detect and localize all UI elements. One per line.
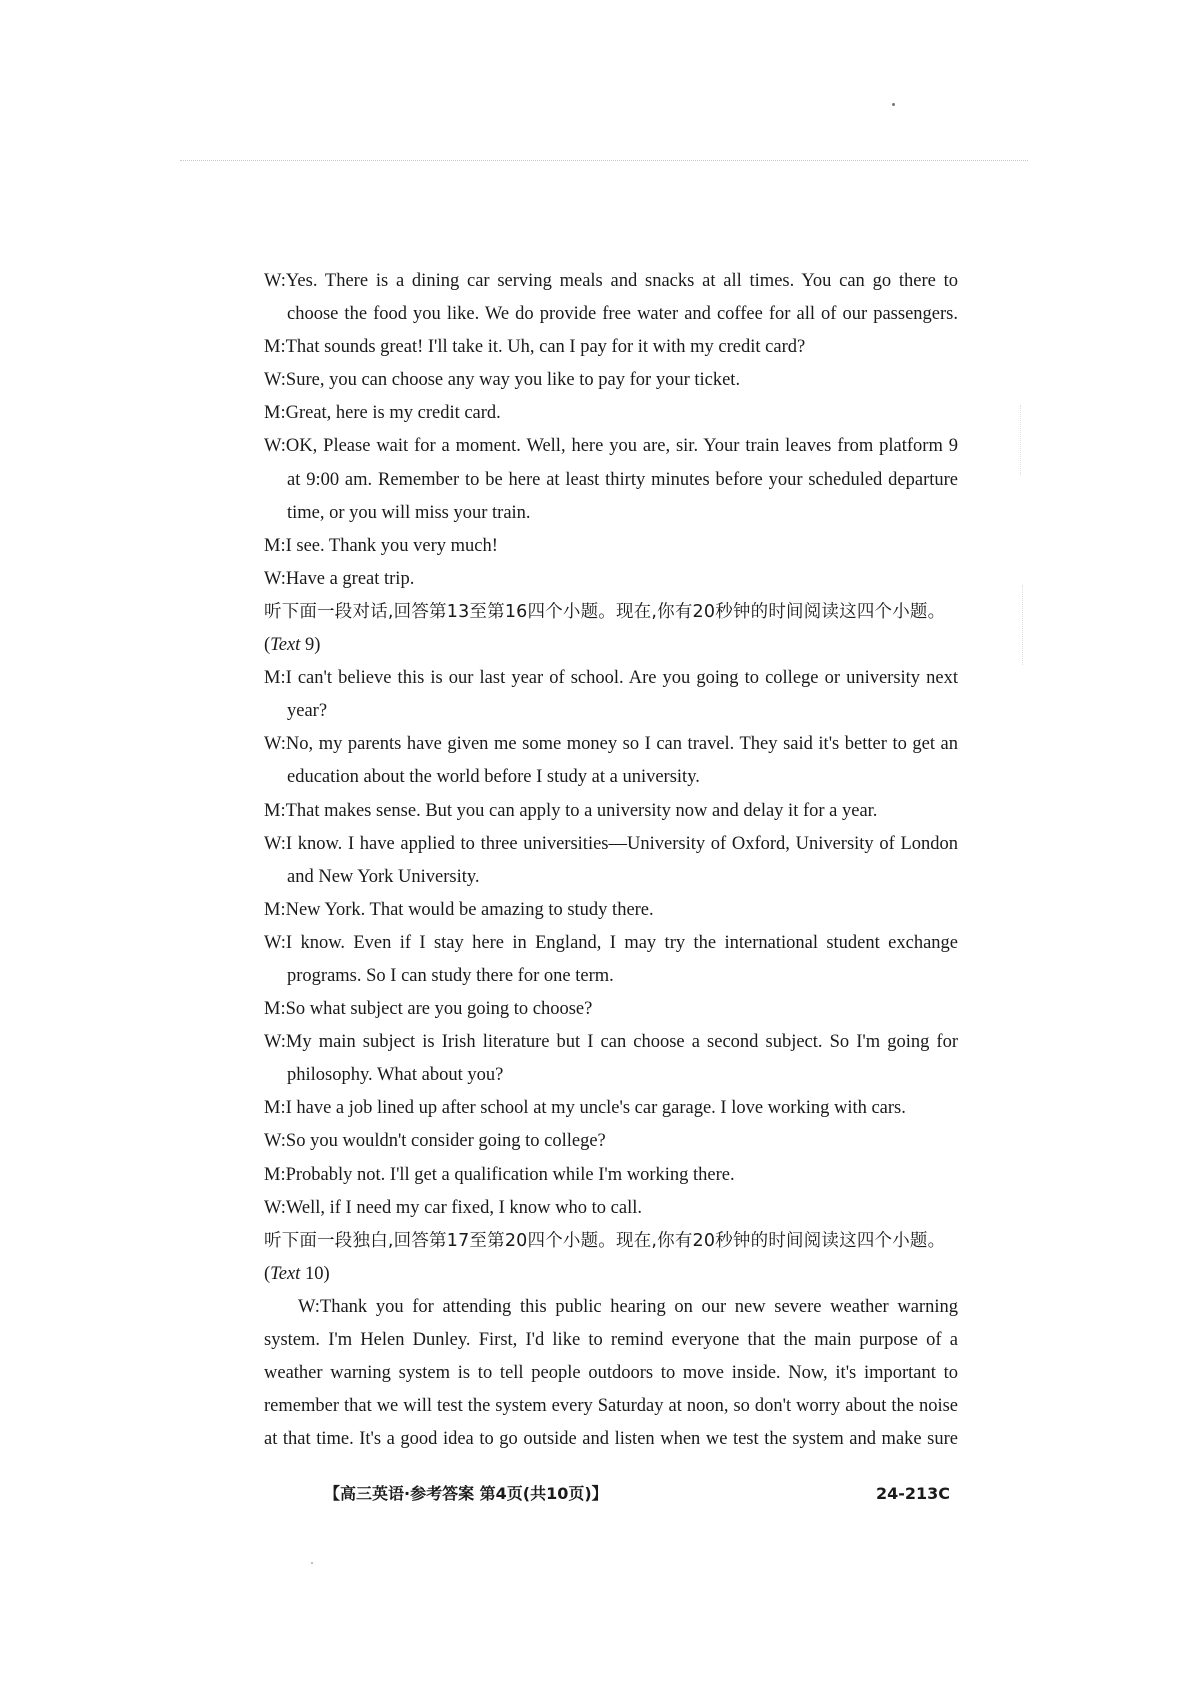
text-label-number: 9) [300, 635, 321, 656]
dialogue-line: M:Probably not. I'll get a qualification while I'm working there. [264, 1164, 735, 1185]
scan-shadow [1020, 405, 1021, 475]
dialogue-line: M:Great, here is my credit card. [264, 403, 501, 424]
dialogue-line: W:My main subject is Irish literature but I can choose a second subject. So I'm going for [264, 1032, 958, 1053]
page-content [264, 265, 958, 1456]
footer-page-info: 【高三英语·参考答案 第4页(共10页)】 [324, 1484, 608, 1503]
dialogue-line: W:Sure, you can choose any way you like to pay for your ticket. [264, 370, 741, 391]
section-instruction: 听下面一段独白,回答第17至第20四个小题。现在,你有20秒钟的时间阅读这四个小题。 [264, 1230, 946, 1251]
dialogue-line: W:Yes. There is a dining car serving meals and snacks at all times. You can go there to [264, 271, 958, 291]
page-footer [264, 1479, 958, 1509]
monologue-line: W:Thank you for attending this public hearing on our new severe weather warning [298, 1296, 958, 1317]
section-instruction: 听下面一段对话,回答第13至第16四个小题。现在,你有20秒钟的时间阅读这四个小题。 [264, 601, 946, 622]
dialogue-line: W:Well, if I need my car fixed, I know who to call. [264, 1197, 642, 1218]
dialogue-line: time, or you will miss your train. [287, 502, 531, 523]
monologue-line: at that time. It's a good idea to go outside and listen when we test the system and make sure [264, 1429, 958, 1450]
text-label-number: 10) [300, 1263, 330, 1284]
monologue-line: remember that we will test the system every Saturday at noon, so don't worry about the noise [264, 1396, 958, 1417]
dialogue-line: philosophy. What about you? [287, 1065, 504, 1086]
text-label-word: Text [270, 1263, 301, 1284]
scan-speck [311, 1562, 313, 1564]
dialogue-line: M:New York. That would be amazing to study there. [264, 899, 654, 920]
footer-code: 24-213C [875, 1484, 950, 1503]
dialogue-line: W:So you wouldn't consider going to college? [264, 1131, 606, 1152]
dialogue-line: at 9:00 am. Remember to be here at least thirty minutes before your scheduled departure [287, 469, 958, 490]
text-label-9 [264, 629, 958, 662]
dialogue-line: M:I see. Thank you very much! [264, 535, 498, 556]
monologue-line: system. I'm Helen Dunley. First, I'd like to remind everyone that the main purpose of a [264, 1330, 958, 1350]
dialogue-line: M:I can't believe this is our last year of school. Are you going to college or university next [264, 668, 958, 689]
dialogue-line: year? [287, 701, 328, 722]
dialogue-line: M:I have a job lined up after school at my uncle's car garage. I love working with cars. [264, 1098, 906, 1119]
text-label-open: ( [264, 1263, 271, 1284]
text-label-10 [264, 1258, 958, 1291]
dialogue-line: M:That sounds great! I'll take it. Uh, can I pay for it with my credit card? [264, 337, 806, 358]
dialogue-line: W:No, my parents have given me some money so I can travel. They said it's better to get an [264, 734, 958, 755]
monologue-line: weather warning system is to tell people outdoors to move inside. Now, it's important to [264, 1363, 958, 1384]
dialogue-line: W:I know. I have applied to three universities—University of Oxford, University of London [264, 833, 958, 854]
dialogue-line: and New York University. [287, 866, 480, 887]
dialogue-line: W:Have a great trip. [264, 568, 415, 589]
dialogue-line: programs. So I can study there for one term. [287, 965, 614, 986]
dialogue-line: education about the world before I study at a university. [287, 767, 700, 788]
text-label-word: Text [270, 635, 301, 656]
dialogue-line: W:OK, Please wait for a moment. Well, here you are, sir. Your train leaves from platform 9 [264, 436, 958, 457]
scan-shadow [1022, 585, 1023, 665]
top-dotted-rule [180, 160, 1028, 161]
dialogue-line: W:I know. Even if I stay here in England, I may try the international student exchange [264, 932, 958, 953]
text-label-open: ( [264, 635, 271, 656]
dialogue-line: M:So what subject are you going to choose? [264, 999, 593, 1020]
dialogue-line: M:That makes sense. But you can apply to a university now and delay it for a year. [264, 800, 878, 821]
scan-speck [892, 103, 895, 106]
dialogue-line: choose the food you like. We do provide free water and coffee for all of our passengers. [287, 304, 958, 325]
